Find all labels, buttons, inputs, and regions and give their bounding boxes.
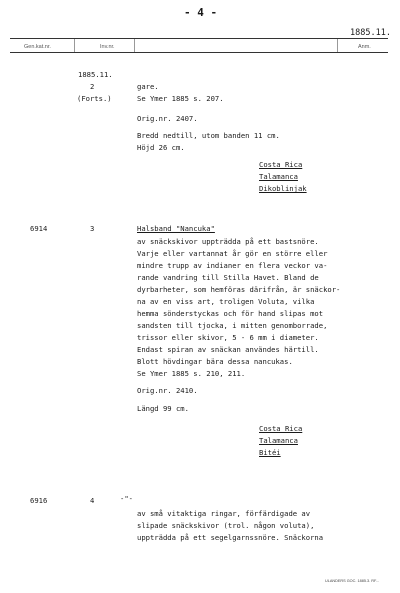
entry-text-line: mindre trupp av indianer en flera veckor va-	[137, 261, 328, 270]
entry-text-line: slipade snäckskivor (trol. någon voluta),	[137, 521, 315, 530]
entry-text-line: Orig.nr. 2407.	[137, 114, 198, 123]
header-date: 1885.11.	[350, 28, 391, 38]
entry-text-line: gare.	[137, 82, 159, 91]
page-number: - 4 -	[184, 6, 218, 19]
entry-text-line: Se Ymer 1885 s. 207.	[137, 94, 224, 103]
entry-gen-number: 6914	[30, 224, 48, 233]
entry-text-line: dyrbarheter, som hemföras därifrån, är snäckor-	[137, 285, 341, 294]
place-region: Talamanca	[259, 436, 298, 445]
entry-text-line: uppträdda på ett segelgarnssnöre. Snäckorna	[137, 533, 324, 542]
entry-text-line: Se Ymer 1885 s. 210, 211.	[137, 369, 246, 378]
entry-text-line: Höjd 26 cm.	[137, 143, 185, 152]
place-locality: Dikoblinjak	[259, 184, 307, 193]
column-header-inv: Inv.nr.	[100, 44, 115, 50]
entry-orig-number: Orig.nr. 2410.	[137, 386, 198, 395]
entry-inv: 3	[90, 224, 95, 233]
ditto-mark: -"-	[120, 494, 133, 503]
entry-text-line: sandsten till tjocka, i mitten genomborrade,	[137, 321, 328, 330]
header-bottom-rule	[10, 52, 388, 53]
column-divider-1	[74, 39, 75, 52]
entry-inv: 2	[90, 82, 95, 91]
place-country: Costa Rica	[259, 424, 303, 433]
entry-text-line: av små vitaktiga ringar, förfärdigade av	[137, 509, 311, 518]
header-top-rule	[10, 38, 388, 39]
column-divider-2	[134, 39, 135, 52]
entry-inv: 4	[90, 496, 95, 505]
entry-text-line: na av en viss art, troligen Voluta, vilka	[137, 297, 315, 306]
entry-date: 1885.11.	[78, 70, 113, 79]
entry-text-line: av snäckskivor uppträdda på ett bastsnöre.	[137, 237, 319, 246]
entry-gen-number: 6916	[30, 496, 48, 505]
entry-text-line: hemma sönderstyckas och för hand slipas mot	[137, 309, 324, 318]
entry-text-line: Blott hövdingar bära dessa nancukas.	[137, 357, 293, 366]
entry-text-line: Varje eller vartannat år gör en större eller	[137, 249, 328, 258]
entry-text-line: Bredd nedtill, utom banden 11 cm.	[137, 131, 280, 140]
entry-inv-continued: (Forts.)	[77, 94, 112, 103]
entry-text-line: Endast spiran av snäckan användes härtill.	[137, 345, 319, 354]
entry-text-line: trissor eller skivor, 5 - 6 mm i diameter.	[137, 333, 319, 342]
column-header-genkat: Gen.kat.nr.	[24, 44, 51, 50]
printer-imprint: ULANDERS GOC. 1885.3. RF...	[325, 579, 380, 583]
place-locality: Bitéi	[259, 448, 281, 457]
place-region: Talamanca	[259, 172, 298, 181]
entry-title: Halsband "Nancuka"	[137, 224, 215, 233]
column-header-anm: Anm.	[358, 44, 371, 50]
entry-text-line: rande vandring till Stilla Havet. Bland de	[137, 273, 319, 282]
place-country: Costa Rica	[259, 160, 303, 169]
column-divider-3	[337, 39, 338, 52]
entry-length: Längd 99 cm.	[137, 404, 189, 413]
